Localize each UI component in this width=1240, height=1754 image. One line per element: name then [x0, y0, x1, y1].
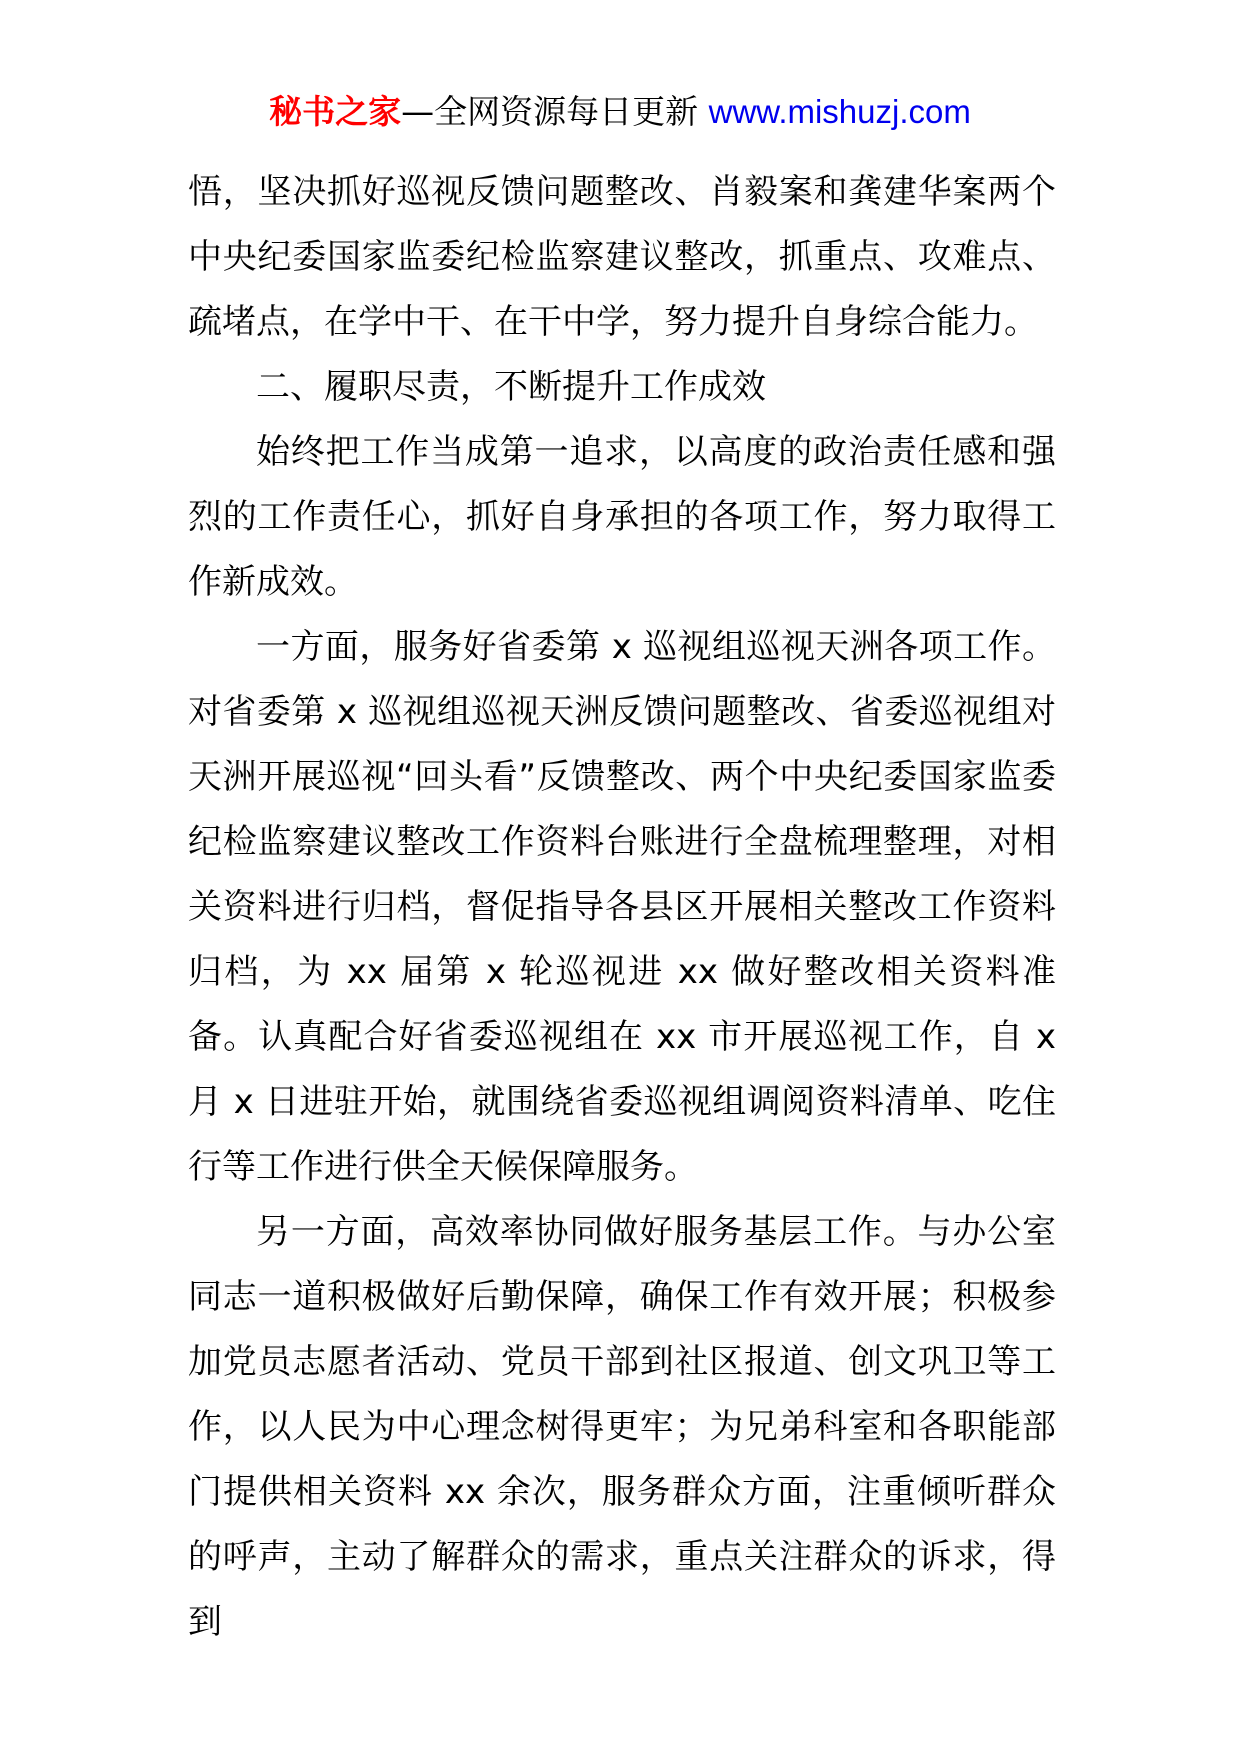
site-url[interactable]: www.mishuzj.com — [708, 93, 971, 130]
paragraph: 另一方面，高效率协同做好服务基层工作。与办公室同志一道积极做好后勤保障，确保工作有效开展；积极参加党员志愿者活动、党员干部到社区报道、创文巩卫等工作，以人民为中心理念树得更牢；为兄弟科室和各职能部门提供相关资料 xx 余次，服务群众方面，注重倾听群众的呼声，主动了解群众的需求，重点关注群众的诉求，得到 — [188, 1212, 1056, 1642]
header-tagline: —全网资源每日更新 — [401, 92, 709, 131]
section-heading: 二、履职尽责，不断提升工作成效 — [256, 367, 766, 407]
document-body — [188, 160, 1056, 1655]
paragraph-continuation: 悟，坚决抓好巡视反馈问题整改、肖毅案和龚建华案两个中央纪委国家监委纪检监察建议整改，抓重点、攻难点、疏堵点，在学中干、在干中学，努力提升自身综合能力。 — [188, 172, 1056, 342]
paragraph: 始终把工作当成第一追求，以高度的政治责任感和强烈的工作责任心，抓好自身承担的各项工作，努力取得工作新成效。 — [188, 432, 1056, 602]
brand-name: 秘书之家 — [269, 92, 402, 131]
site-header — [0, 92, 1240, 132]
paragraph: 一方面，服务好省委第 x 巡视组巡视天洲各项工作。对省委第 x 巡视组巡视天洲反馈问题整改、省委巡视组对天洲开展巡视“回头看”反馈整改、两个中央纪委国家监委纪检监察建议整改工作资料台账进行全盘梳理整理，对相关资料进行归档，督促指导各县区开展相关整改工作资料归档，为 xx 届第 x 轮巡视进 xx 做好整改相关资料准备。认真配合好省委巡视组在 xx 市开展巡视工作，自 x 月 x 日进驻开始，就围绕省委巡视组调阅资料清单、吃住行等工作进行供全天候保障服务。 — [188, 627, 1056, 1187]
